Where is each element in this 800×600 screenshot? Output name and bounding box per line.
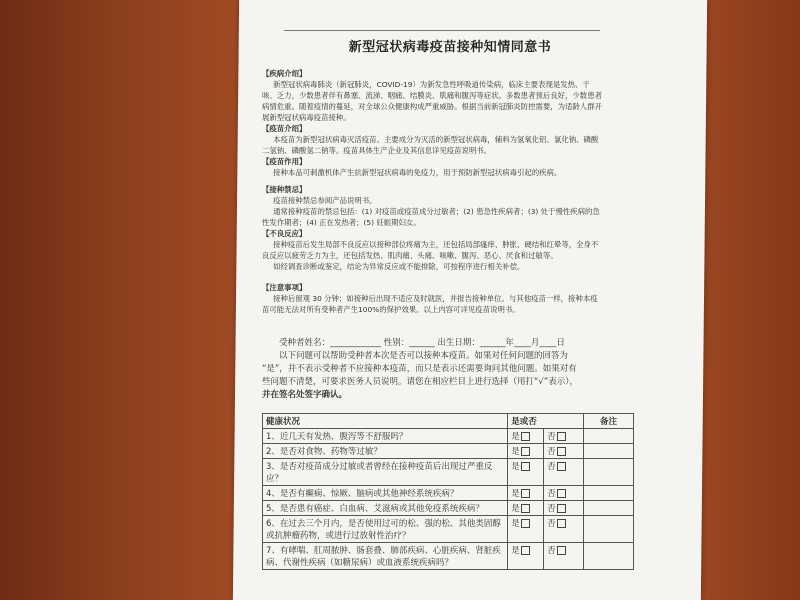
table-row [263,459,634,486]
table-row [263,543,634,570]
question-cell: 3、是否对疫苗成分过敏或者曾经在接种疫苗后出现过严重反应？ [263,459,508,486]
section-heading: 【接种禁忌】 [262,185,307,194]
yes-checkbox[interactable] [521,546,530,555]
yes-label: 是 [511,432,520,442]
no-checkbox[interactable] [557,462,566,471]
section-text: 新型冠状病毒肺炎（新冠肺炎，COVID-19）为新发急性呼吸道传染病，临床主要表现是发热、干咳、乏力，少数患者伴有鼻塞、流涕、咽痛、结膜炎、肌痛和腹泻等症状。多数患者预后良好，少数患者病情危重。随着疫情的蔓延，对全球公众健康构成严重威胁。根据当前新冠肺炎防控需要，为适龄人群开展新型冠状病毒疫苗接种。 [262,80,602,122]
yes-label: 是 [511,462,520,472]
table-row [263,429,634,444]
section-text: 接种本品可刺激机体产生抗新型冠状病毒的免疫力，用于预防新型冠状病毒引起的疾病。 [273,168,562,177]
question-cell: 5、是否患有癌症、白血病、艾滋病或其他免疫系统疾病？ [263,501,508,516]
no-checkbox[interactable] [557,447,566,456]
question-cell: 1、近几天有发热、腹泻等不舒服吗？ [263,429,508,444]
section-text: 接种疫苗后发生局部不良反应以接种部位疼痛为主，还包括局部瘙痒、肿胀、硬结和红晕等，全身不良反应以疲劳乏力为主，还包括发热、肌肉痛、头痛、咳嗽、腹泻、恶心、厌食和过敏等。 [262,240,599,260]
table-row [263,444,634,459]
no-label: 否 [547,519,556,529]
col-header-yes-no: 是或否 [508,414,584,429]
col-header-health: 健康状况 [263,414,508,429]
no-cell[interactable] [544,459,584,486]
table-row [263,501,634,516]
no-checkbox[interactable] [557,432,566,441]
no-checkbox[interactable] [557,546,566,555]
yes-checkbox[interactable] [521,432,530,441]
yes-cell[interactable] [508,501,544,516]
instruction-text: 以下问题可以帮助受种者本次是否可以接种本疫苗。如果对任何问题的回答为 [279,351,569,361]
no-cell[interactable] [544,501,584,516]
section-text: 本疫苗为新型冠状病毒灭活疫苗。主要成分为灭活的新型冠状病毒，辅料为氢氧化铝、氯化钠、磷酸二氢钠、磷酸氢二钠等。疫苗具体生产企业及其信息详见疫苗说明书。 [262,135,599,155]
col-header-notes: 备注 [584,414,634,429]
section-effect [262,156,602,178]
section-text: 疫苗接种禁忌参阅产品说明书。 [273,196,377,205]
notes-cell[interactable] [584,486,634,501]
section-precautions [262,282,602,315]
instruction-text: 些问题不清楚，可要求医务人员说明。请您在相应栏目上进行选择（用打“√”表示）， [262,377,578,387]
desk-left [0,0,240,600]
yes-cell[interactable] [508,429,544,444]
recipient-info-line: 受种者姓名：____________ 性别：______ 出生日期：______年____月____日 [279,338,565,348]
notes-cell[interactable] [584,459,634,486]
yes-label: 是 [511,546,520,556]
table-header-row [263,414,634,429]
section-heading: 【疾病介绍】 [262,69,307,78]
no-checkbox[interactable] [557,489,566,498]
table-row [263,486,634,501]
notes-cell[interactable] [584,516,634,543]
section-contraindications [262,184,602,228]
yes-cell[interactable] [508,459,544,486]
health-status-table [262,413,634,570]
yes-checkbox[interactable] [521,519,530,528]
notes-cell[interactable] [584,543,634,570]
no-cell[interactable] [544,429,584,444]
section-text: 通常接种疫苗的禁忌包括：(1) 对疫苗或疫苗成分过敏者；(2) 患急性疾病者；(3) 处于慢性疾病的急性发作期者；(4) 正在发热者；(5) 妊娠期妇女。 [262,207,600,227]
yes-checkbox[interactable] [521,447,530,456]
question-cell: 2、是否对食物、药物等过敏？ [263,444,508,459]
yes-checkbox[interactable] [521,489,530,498]
section-heading: 【疫苗介绍】 [262,124,307,133]
instructions-block [262,337,628,402]
section-disease [262,68,602,123]
no-cell[interactable] [544,516,584,543]
no-label: 否 [547,546,556,556]
notes-cell[interactable] [584,501,634,516]
header-rule [284,30,600,31]
no-label: 否 [547,432,556,442]
yes-label: 是 [511,519,520,529]
section-heading: 【不良反应】 [262,229,307,238]
notes-cell[interactable] [584,429,634,444]
no-label: 否 [547,504,556,514]
question-cell: 6、在过去三个月内，是否使用过可的松、强的松、其他类固醇或抗肿瘤药物，或进行过放射性治疗？ [263,516,508,543]
no-cell[interactable] [544,444,584,459]
section-vaccine [262,123,602,156]
no-checkbox[interactable] [557,504,566,513]
question-cell: 4、是否有癫痫、惊厥、脑病或其他神经系统疾病？ [263,486,508,501]
no-cell[interactable] [544,543,584,570]
table-row [263,516,634,543]
yes-checkbox[interactable] [521,462,530,471]
yes-cell[interactable] [508,444,544,459]
no-label: 否 [547,462,556,472]
no-label: 否 [547,489,556,499]
yes-cell[interactable] [508,543,544,570]
yes-checkbox[interactable] [521,504,530,513]
document-title: 新型冠状病毒疫苗接种知情同意书 [348,40,552,55]
yes-cell[interactable] [508,486,544,501]
section-text: 接种后留观 30 分钟；如接种后出现不适应及时就医，并报告接种单位。与其他疫苗一样，接种本疫苗可能无法对所有受种者产生100%的保护效果。以上内容可详见疫苗说明书。 [262,294,598,314]
section-adverse [262,228,602,272]
notes-cell[interactable] [584,444,634,459]
no-cell[interactable] [544,486,584,501]
section-heading: 【疫苗作用】 [262,157,307,166]
yes-cell[interactable] [508,516,544,543]
yes-label: 是 [511,447,520,457]
no-checkbox[interactable] [557,519,566,528]
section-heading: 【注意事项】 [262,283,307,292]
yes-label: 是 [511,489,520,499]
question-cell: 7、有哮喘、肛周脓肿、肠套叠、肺部疾病、心脏疾病、肾脏疾病、代谢性疾病（如糖尿病）或血液系统疾病吗？ [263,543,508,570]
section-text: 如经调查诊断或鉴定，结论为异常反应或不能排除，可按程序进行相关补偿。 [273,262,525,271]
no-label: 否 [547,447,556,457]
yes-label: 是 [511,504,520,514]
instruction-text: “是”，并不表示受种者不应接种本疫苗，而只是表示还需要询问其他问题。如果对有 [262,364,577,374]
instruction-text: 并在签名处签字确认。 [262,390,348,400]
